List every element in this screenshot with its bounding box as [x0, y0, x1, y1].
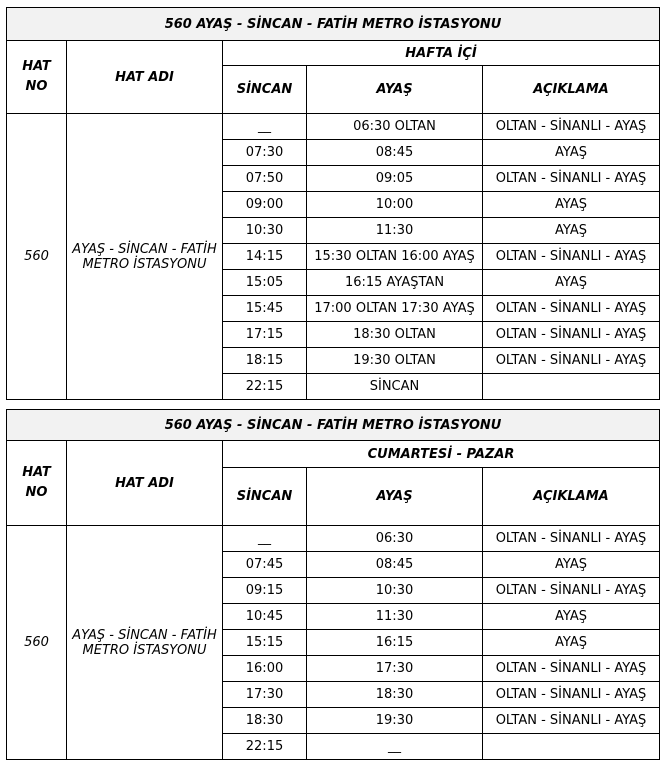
sincan-cell: 22:15	[223, 374, 307, 400]
aciklama-cell: AYAŞ	[483, 630, 660, 656]
period-header: HAFTA İÇİ	[223, 41, 660, 66]
schedule-title: 560 AYAŞ - SİNCAN - FATİH METRO İSTASYONU	[7, 410, 660, 441]
aciklama-cell: AYAŞ	[483, 140, 660, 166]
hat-adi-cell: AYAŞ - SİNCAN - FATİH METRO İSTASYONU	[67, 526, 223, 760]
weekend-schedule-body	[7, 410, 660, 760]
ayas-cell: __	[307, 734, 483, 760]
hat-adi-header: HAT ADI	[67, 441, 223, 526]
ayas-cell: 17:00 OLTAN 17:30 AYAŞ	[307, 296, 483, 322]
aciklama-cell: OLTAN - SİNANLI - AYAŞ	[483, 244, 660, 270]
ayas-cell: 08:45	[307, 552, 483, 578]
weekday-schedule-table	[6, 7, 660, 400]
weekend-schedule-table	[6, 409, 660, 760]
aciklama-cell: OLTAN - SİNANLI - AYAŞ	[483, 322, 660, 348]
sincan-cell: 17:30	[223, 682, 307, 708]
ayas-cell: 16:15	[307, 630, 483, 656]
ayas-cell: 16:15 AYAŞTAN	[307, 270, 483, 296]
ayas-cell: SİNCAN	[307, 374, 483, 400]
hat-no-header-label: HAT NO	[22, 465, 51, 500]
sincan-cell: 07:50	[223, 166, 307, 192]
sincan-cell: 22:15	[223, 734, 307, 760]
sincan-cell: 18:30	[223, 708, 307, 734]
sincan-cell: __	[223, 526, 307, 552]
aciklama-header: AÇIKLAMA	[483, 468, 660, 526]
aciklama-cell: AYAŞ	[483, 218, 660, 244]
ayas-cell: 06:30 OLTAN	[307, 114, 483, 140]
aciklama-cell: OLTAN - SİNANLI - AYAŞ	[483, 526, 660, 552]
ayas-cell: 11:30	[307, 604, 483, 630]
aciklama-cell: OLTAN - SİNANLI - AYAŞ	[483, 578, 660, 604]
ayas-header: AYAŞ	[307, 66, 483, 114]
sincan-cell: 14:15	[223, 244, 307, 270]
ayas-cell: 17:30	[307, 656, 483, 682]
ayas-cell: 11:30	[307, 218, 483, 244]
aciklama-cell: AYAŞ	[483, 552, 660, 578]
aciklama-cell: OLTAN - SİNANLI - AYAŞ	[483, 708, 660, 734]
aciklama-cell: OLTAN - SİNANLI - AYAŞ	[483, 114, 660, 140]
sincan-cell: 15:45	[223, 296, 307, 322]
ayas-cell: 18:30	[307, 682, 483, 708]
hat-no-header	[7, 441, 67, 526]
sincan-cell: 10:45	[223, 604, 307, 630]
ayas-cell: 18:30 OLTAN	[307, 322, 483, 348]
weekday-schedule-body	[7, 8, 660, 400]
ayas-cell: 09:05	[307, 166, 483, 192]
schedule-row	[7, 114, 660, 140]
ayas-cell: 08:45	[307, 140, 483, 166]
sincan-cell: 09:15	[223, 578, 307, 604]
aciklama-header: AÇIKLAMA	[483, 66, 660, 114]
hat-adi-header: HAT ADI	[67, 41, 223, 114]
sincan-header: SİNCAN	[223, 66, 307, 114]
sincan-cell: __	[223, 114, 307, 140]
aciklama-cell: AYAŞ	[483, 604, 660, 630]
aciklama-cell: AYAŞ	[483, 270, 660, 296]
ayas-cell: 19:30	[307, 708, 483, 734]
hat-adi-cell: AYAŞ - SİNCAN - FATİH METRO İSTASYONU	[67, 114, 223, 400]
aciklama-cell	[483, 734, 660, 760]
ayas-cell: 19:30 OLTAN	[307, 348, 483, 374]
ayas-cell: 15:30 OLTAN 16:00 AYAŞ	[307, 244, 483, 270]
aciklama-cell: OLTAN - SİNANLI - AYAŞ	[483, 166, 660, 192]
ayas-cell: 06:30	[307, 526, 483, 552]
aciklama-cell: AYAŞ	[483, 192, 660, 218]
sincan-cell: 16:00	[223, 656, 307, 682]
hat-no-cell: 560	[7, 526, 67, 760]
hat-no-cell: 560	[7, 114, 67, 400]
sincan-cell: 09:00	[223, 192, 307, 218]
sincan-cell: 17:15	[223, 322, 307, 348]
schedule-row	[7, 526, 660, 552]
hat-no-header	[7, 41, 67, 114]
period-header: CUMARTESİ - PAZAR	[223, 441, 660, 468]
sincan-cell: 10:30	[223, 218, 307, 244]
aciklama-cell	[483, 374, 660, 400]
aciklama-cell: OLTAN - SİNANLI - AYAŞ	[483, 296, 660, 322]
sincan-cell: 07:30	[223, 140, 307, 166]
sincan-cell: 15:15	[223, 630, 307, 656]
aciklama-cell: OLTAN - SİNANLI - AYAŞ	[483, 682, 660, 708]
ayas-cell: 10:30	[307, 578, 483, 604]
sincan-cell: 07:45	[223, 552, 307, 578]
schedule-title: 560 AYAŞ - SİNCAN - FATİH METRO İSTASYONU	[7, 8, 660, 41]
ayas-header: AYAŞ	[307, 468, 483, 526]
sincan-header: SİNCAN	[223, 468, 307, 526]
aciklama-cell: OLTAN - SİNANLI - AYAŞ	[483, 656, 660, 682]
sincan-cell: 15:05	[223, 270, 307, 296]
aciklama-cell: OLTAN - SİNANLI - AYAŞ	[483, 348, 660, 374]
ayas-cell: 10:00	[307, 192, 483, 218]
sincan-cell: 18:15	[223, 348, 307, 374]
hat-no-header-label: HAT NO	[22, 59, 51, 94]
